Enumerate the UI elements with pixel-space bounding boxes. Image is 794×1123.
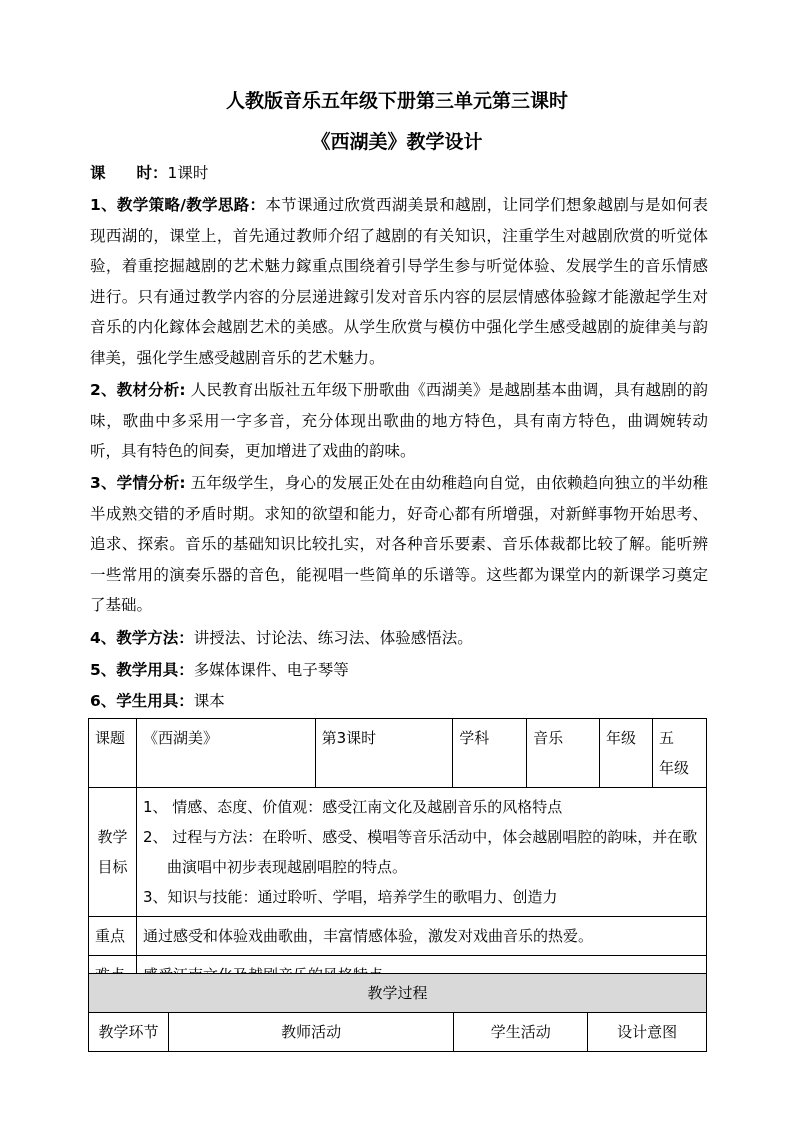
section-text: 课本	[193, 692, 225, 710]
section-text: 人民教育出版社五年级下册歌曲《西湖美》是越剧基本曲调，具有越剧的韵味，歌曲中多采用一字多音，充分体现出歌曲的地方特色，具有南方特色，曲调婉转动听，具有特色的间奏，更加增进了戏曲的韵味。	[90, 381, 708, 461]
section-label: 2、教材分析:	[90, 381, 186, 399]
cell-subject-label: 学科	[453, 719, 527, 788]
column-header: 学生活动	[454, 1013, 588, 1052]
teaching-process-table	[88, 973, 707, 1052]
lesson-time-label: 课 时：	[90, 164, 168, 182]
section-text: 五年级学生，身心的发展正处在由幼稚趋向自觉，由依赖趋向独立的半幼稚半成熟交错的矛盾时期。求知的欲望和能力，好奇心都有所增强，对新鲜事物开始思考、追求、探索。音乐的基础知识比较扎实，对各种音乐要素、音乐体裁都比较了解。能听辨一些常用的演奏乐器的音色，能视唱一些简单的乐谱等。这些都为课堂内的新课学习奠定了基础。	[90, 474, 708, 615]
goal-item: 3、知识与技能：通过聆听、学唱，培养学生的歌唱力、创造力	[142, 888, 558, 906]
cell-subject-value: 音乐	[527, 719, 600, 788]
cell-grade-value: 五 年级	[652, 719, 706, 788]
cell-goals	[136, 788, 706, 917]
cell-lesson-number: 第3课时	[315, 719, 453, 788]
cell-key-text: 通过感受和体验戏曲歌曲，丰富情感体验，激发对戏曲音乐的热爱。	[136, 917, 706, 956]
cell-grade-label: 年级	[600, 719, 653, 788]
section-methods	[90, 623, 708, 654]
section-label: 6、学生用具：	[90, 692, 194, 710]
goal-item: 1、 情感、态度、价值观：感受江南文化及越剧音乐的风格特点	[142, 798, 563, 816]
section-label: 4、教学方法：	[90, 629, 194, 647]
goal-item: 2、 过程与方法：在聆听、感受、模唱等音乐活动中，体会越剧唱腔的韵味，并在歌曲演唱中初步表现越剧唱腔的特点。	[142, 828, 698, 876]
cell-topic-value: 《西湖美》	[136, 719, 315, 788]
section-text: 讲授法、讨论法、练习法、体验感悟法。	[193, 629, 473, 647]
cell-topic-label: 课题	[89, 719, 137, 788]
column-header: 设计意图	[588, 1013, 707, 1052]
section-label: 3、学情分析:	[90, 474, 186, 492]
cell-key-label: 重点	[89, 917, 137, 956]
section-student-tools	[90, 686, 708, 717]
section-material	[90, 375, 708, 467]
section-teaching-tools	[90, 655, 708, 686]
section-label: 1、教学策略/教学思路：	[90, 196, 266, 214]
lesson-time-value: 1课时	[167, 164, 209, 182]
section-text: 本节课通过欣赏西湖美景和越剧，让同学们想象越剧与是如何表现西湖的，课堂上，首先通过教师介绍了越剧的有关知识，注重学生对越剧欣赏的听觉体验，着重挖掘越剧的艺术魅力鎵重点围绕着引导学生参与听觉体验、发展学生的音乐情感进行。只有通过教学内容的分层递进鎵引发对音乐内容的层层情感体验鎵才能激起学生对音乐的内化鎵体会越剧艺术的美感。从学生欣赏与模仿中强化学生感受越剧的旋律美与韵律美，强化学生感受越剧音乐的艺术魅力。	[90, 196, 708, 367]
column-header: 教师活动	[168, 1013, 453, 1052]
section-text: 多媒体课件、电子琴等	[193, 661, 349, 679]
page-title: 人教版音乐五年级下册第三单元第三课时	[225, 90, 568, 112]
process-header: 教学过程	[89, 974, 707, 1013]
cell-goals-label: 教学目标	[89, 788, 137, 917]
section-students	[90, 468, 708, 621]
lesson-info-table	[88, 718, 707, 995]
section-label: 5、教学用具：	[90, 661, 194, 679]
lesson-time	[90, 158, 708, 189]
column-header: 教学环节	[89, 1013, 169, 1052]
page-subtitle: 《西湖美》教学设计	[311, 131, 483, 153]
section-strategy	[90, 190, 708, 374]
